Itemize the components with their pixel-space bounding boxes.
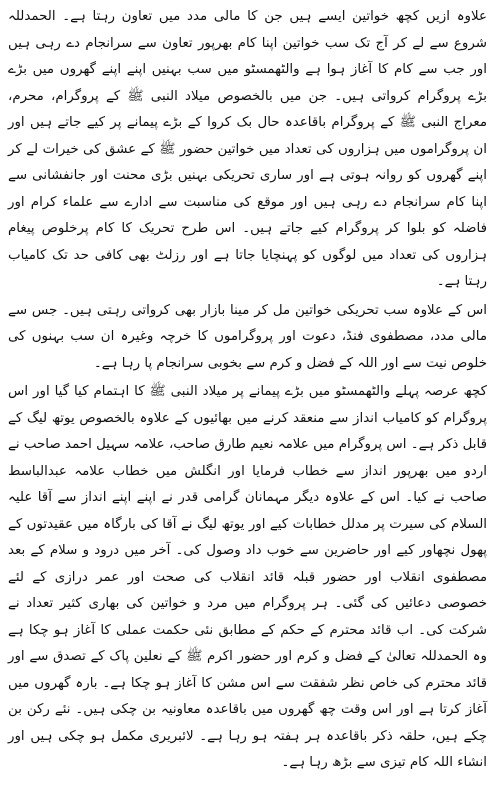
paragraph-ladies-contribution: علاوہ ازیں کچھ خواتین ایسے ہیں جن کا مالی مدد میں تعاون رہتا ہے۔ الحمدللہ شروع سے لے کر آج تک سب خواتین اپنا کام بھرپور تعاون سے سرانجام دے رہی ہیں اور جب سے کام کا آغاز ہوا ہے والٹھمسٹو میں سب بہنیں اپنے اپنے گھروں میں بڑے بڑے پروگرام کرواتی ہیں۔ جن میں بالخصوص میلاد النبی ﷺ کے پروگرام، محرم، معراج النبی ﷺ کے پروگرام باقاعدہ حال بک کروا کے بڑے پیمانے پر کیے جاتے ہیں اور ان پروگراموں میں ہزاروں کی تعداد میں خواتین حضور ﷺ کے عشق کی خیرات لے کر اپنے گھروں کو روانہ ہوتی ہے اور ساری تحریکی بہنیں بڑی محنت اور جانفشانی سے اپنا کام سرانجام دے رہی ہیں اور موقع کی مناسبت سے ادارے سے علماء کرام اور فاضلہ کو بلوا کر پروگرام کیے جاتے ہیں۔ اس طرح تحریک کا کام پرخلوص پیغام ہزاروں کی تعداد میں لوگوں کو پہنچایا جاتا ہے اور رزلٹ بھی کافی حد تک کامیاب رہتا ہے۔ — [8, 9, 487, 289]
paragraph-mina-bazaar: اس کے علاوہ سب تحریکی خواتین مل کر مینا بازار بھی کرواتی رہتی ہیں۔ جس سے مالی مدد، مصطفوی فنڈ، دعوت اور پروگراموں کا خرچہ وغیرہ ان سب بہنوں کی خلوص نیت سے اور اللہ کے فضل و کرم سے بخوبی سرانجام پا رہا ہے۔ — [8, 302, 487, 371]
paragraph-milad-program: کچھ عرصہ پہلے والٹھمسٹو میں بڑے پیمانے پر میلاد النبی ﷺ کا اہتمام کیا گیا اور اس پروگرام کو کامیاب انداز سے منعقد کرنے میں بھائیوں کے علاوہ بالخصوص یوتھ لیگ کے قابل ذکر ہے۔ اس پروگرام میں علامہ نعیم طارق صاحب، علامہ سہیل احمد صاحب نے اردو میں بھرپور انداز سے خطاب فرمایا اور انگلش میں خطاب علامہ عبدالباسط صاحب نے کیا۔ اس کے علاوہ دیگر مہمانان گرامی قدر نے اپنے اپنے انداز سے آقا علیہ السلام کی سیرت پر مدلل خطابات کیے اور یوتھ لیگ نے آقا کی بارگاہ میں عقیدتوں کے پھول نچھاور کیے اور حاضرین سے خوب داد وصول کی۔ آخر میں درود و سلام کے بعد مصطفوی انقلاب اور حضور قبلہ قائد انقلاب کی صحت اور عمر درازی کے لئے خصوصی دعائیں کی گئی۔ ہر پروگرام میں مرد و خواتین کی بھاری کثیر تعداد نے شرکت کی۔ اب قائد محترم کے حکم کے مطابق نئی حکمت عملی کا آغاز ہو چکا ہے وہ الحمدللہ تعالیٰ کے فضل و کرم اور حضور اکرم ﷺ کے نعلین پاک کے تصدق سے اور قائد محترم کی خاص نظر شفقت سے اس مشن کا آغاز ہو چکا ہے۔ بارہ گھروں میں آغاز کرتا ہے اور اس وقت چھ گھروں میں باقاعدہ معاونیہ بن چکی ہیں۔ نئے رکن بن چکے ہیں، حلقہ ذکر باقاعدہ ہر ہفتہ ہو رہا ہے۔ لائبریری مکمل ہو چکی ہیں اور انشاء اللہ کام تیزی سے بڑھ رہا ہے۔ — [8, 384, 487, 770]
urdu-article-page — [8, 4, 487, 794]
